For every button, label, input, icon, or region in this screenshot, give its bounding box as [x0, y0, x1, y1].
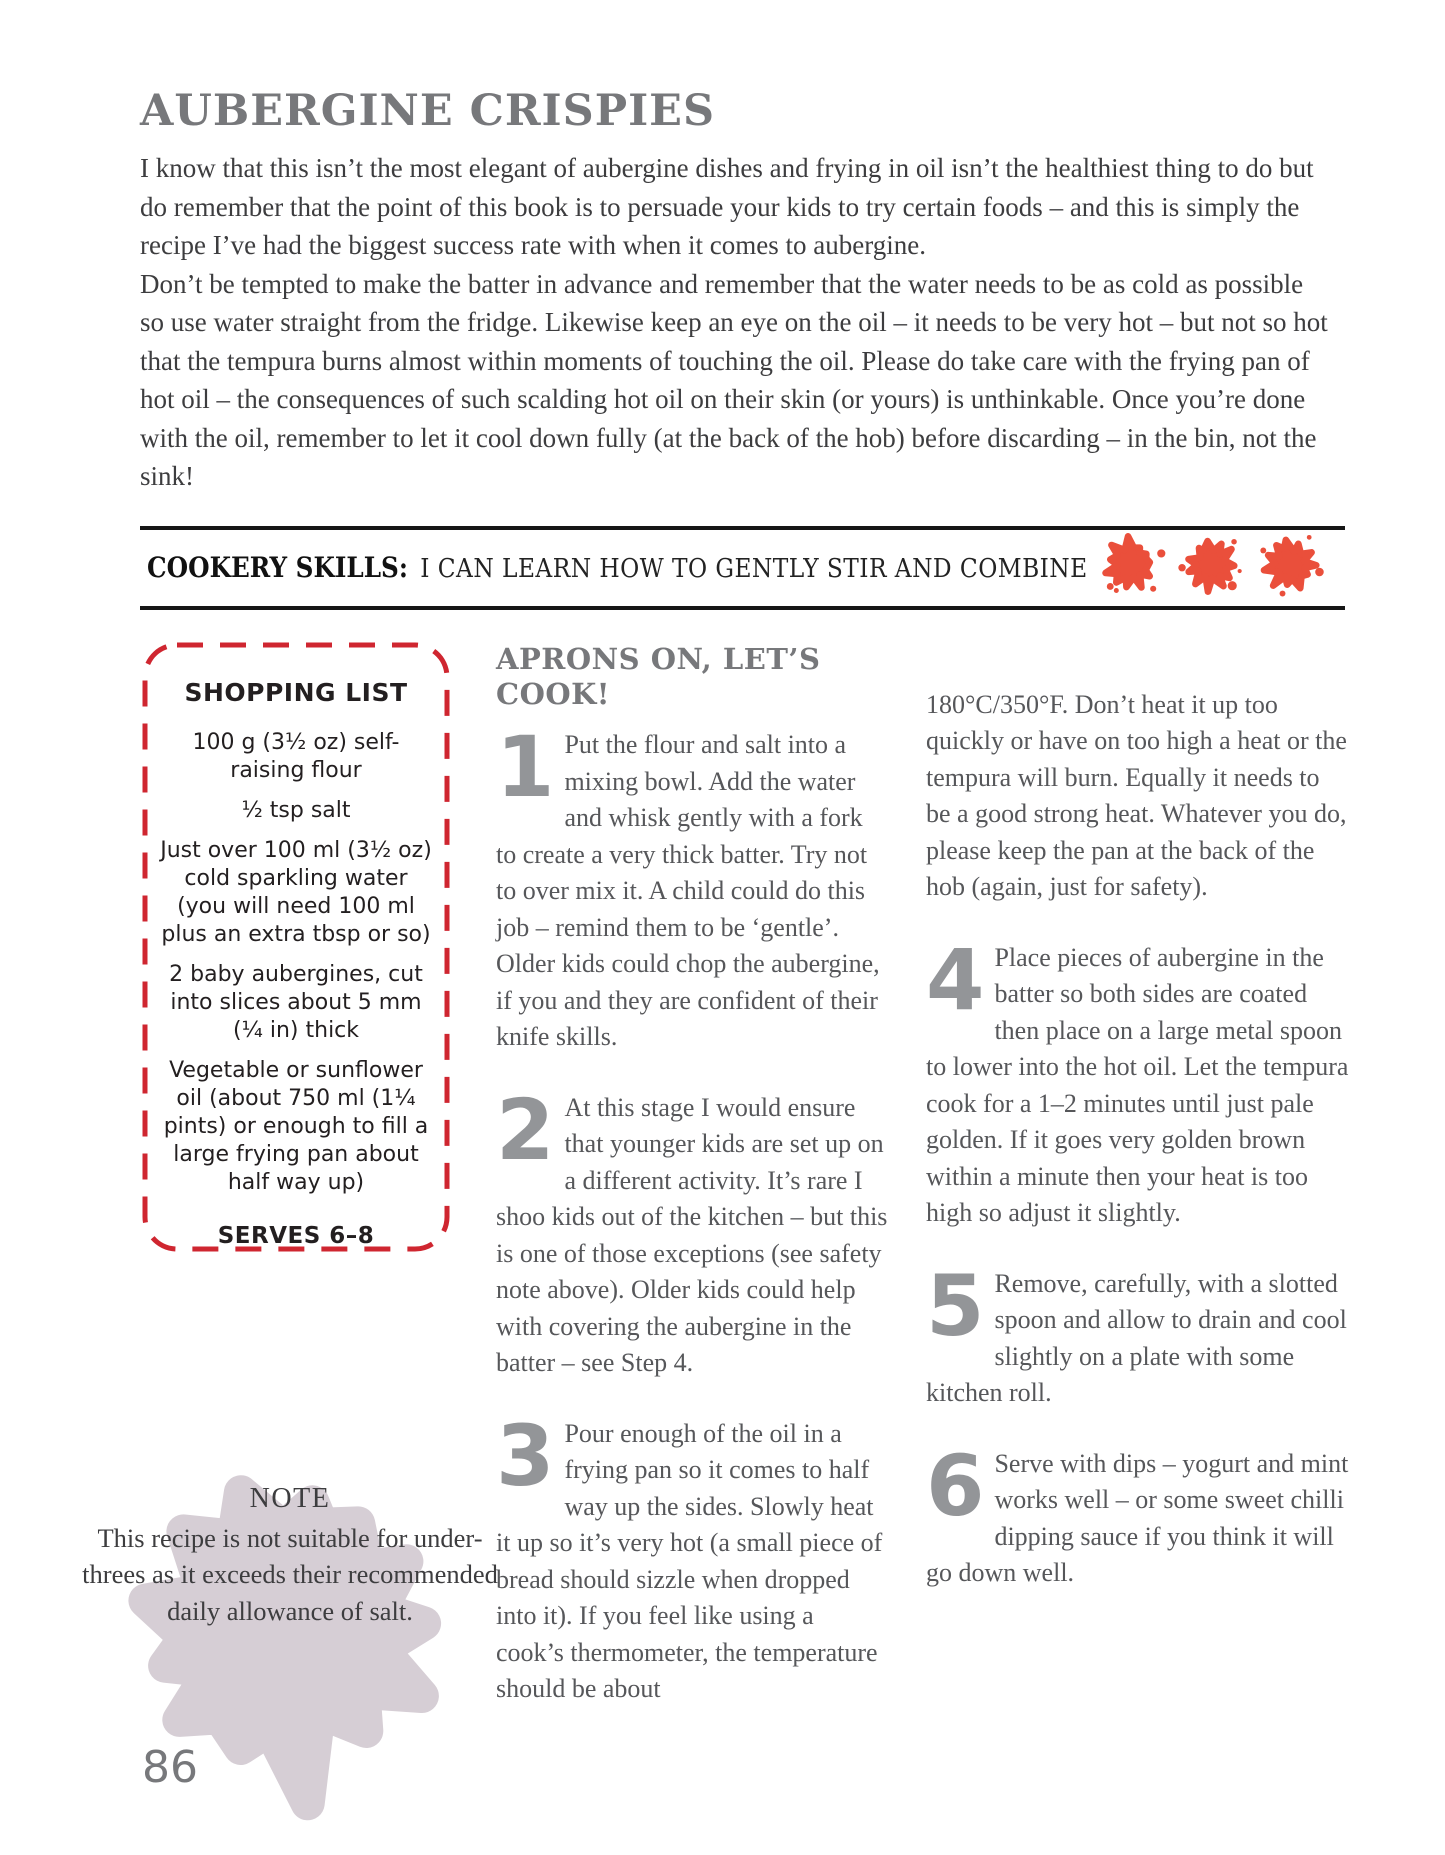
- intro-paragraph-1: I know that this isn’t the most elegant of aubergine dishes and frying in oil isn’t the healthiest thing to do but do remember that the point of this book is to persuade your kids to try certain foods – and this is simply the recipe I’ve had the biggest success rate with when it comes to aubergine.: [140, 153, 1314, 261]
- splat-icon: [1171, 518, 1251, 614]
- step-5-text: Remove, carefully, with a slotted spoon and allow to drain and cool slightly on a plate with some kitchen roll.: [926, 1268, 1347, 1408]
- step-3-number: 3: [496, 1406, 555, 1505]
- serves-label: SERVES 6–8: [217, 1222, 375, 1249]
- step-1-text: Put the flour and salt into a mixing bowl. Add the water and whisk gently with a fork to create a very thick batter. Try not to over mix it. A child could do this job – remind them to be ‘gentle’. Older kids could chop the aubergine, if you and they are confident of their knife skills.: [496, 730, 880, 1052]
- intro-paragraph-2: Don’t be tempted to make the batter in advance and remember that the water needs to be as cold as possible so use water straight from the fridge. Likewise keep an eye on the oil – it needs to be very hot – but not so hot that the tempura burns almost within moments of touching the oil. Please do take care with the frying pan of hot oil – the consequences of such scalding hot oil on their skin (or yours) is unthinkable. Once you’re done with the oil, remember to let it cool down fully (at the back of the hob) before discarding – in the bin, not the sink!: [140, 268, 1328, 492]
- step-4-text: Place pieces of aubergine in the batter so both sides are coated then place on a large metal spoon to lower into the hot oil. Let the tempura cook for a 1–2 minutes until just pale golden. If it goes very golden brown within a minute then your heat is too high so adjust it slightly.: [926, 942, 1349, 1228]
- cookery-skills-label: COOKERY SKILLS:: [147, 551, 408, 585]
- method-column-1: [496, 640, 888, 1742]
- cookery-skills-value: I CAN LEARN HOW TO GENTLY STIR AND COMBINE: [420, 553, 1088, 585]
- note-title: NOTE: [249, 1483, 331, 1514]
- step-1-number: 1: [496, 718, 555, 817]
- step-3: [496, 1406, 888, 1708]
- shopping-list-item: ½ tsp salt: [241, 797, 351, 823]
- step-6: [926, 1436, 1350, 1592]
- step-4-number: 4: [926, 930, 985, 1029]
- step-3-continuation: 180°C/350°F. Don’t heat it up too quickly or have on too high a heat or the tempura will burn. Equally it needs to be a good strong heat. Whatever you do, please keep the pan at the back of the hob (again, just for safety).: [926, 689, 1347, 902]
- shopping-list-item: 2 baby aubergines, cut into slices about 5 mm (¼ in) thick: [169, 961, 423, 1043]
- step-6-number: 6: [926, 1436, 985, 1535]
- cookery-skills-banner: [140, 526, 1345, 610]
- step-2: [496, 1080, 888, 1382]
- splat-icon: [1251, 518, 1331, 614]
- shopping-list-item: Just over 100 ml (3½ oz) cold sparkling water (you will need 100 ml plus an extra tbsp or so): [160, 837, 432, 947]
- step-5: [926, 1256, 1350, 1412]
- cookery-skills-text: [140, 551, 1088, 584]
- splat-icon: [1091, 518, 1171, 614]
- intro-section: [140, 149, 1345, 496]
- recipe-body: [140, 640, 1349, 1742]
- note-body: This recipe is not suitable for under-threes as it exceeds their recommended daily allowance of salt.: [82, 1522, 498, 1626]
- step-5-number: 5: [926, 1256, 985, 1355]
- step-3-text: Pour enough of the oil in a frying pan so it comes to half way up the sides. Slowly heat it up so it’s very hot (a small piece of bread should sizzle when dropped into it). If you feel like using a cook’s thermometer, the temperature should be about: [496, 1418, 883, 1704]
- page-number: 86: [142, 1742, 198, 1793]
- step-4: [926, 930, 1350, 1232]
- step-6-text: Serve with dips – yogurt and mint works well – or some sweet chilli dipping sauce if you think it will go down well.: [926, 1448, 1349, 1588]
- skill-rating-splats: [1091, 518, 1331, 614]
- method-column-2: [926, 640, 1350, 1626]
- step-1: [496, 718, 888, 1056]
- shopping-list-panel: [140, 640, 452, 1254]
- method-heading: APRONS ON, LET’S COOK!: [496, 641, 821, 711]
- shopping-list-item: 100 g (3½ oz) self-raising flour: [192, 729, 400, 783]
- shopping-list-item: Vegetable or sunflower oil (about 750 ml (1¼ pints) or enough to fill a large frying pan about half way up): [163, 1057, 429, 1195]
- shopping-list-title: SHOPPING LIST: [184, 677, 408, 707]
- step-2-number: 2: [496, 1080, 555, 1179]
- page-title: AUBERGINE CRISPIES: [140, 86, 716, 136]
- step-2-text: At this stage I would ensure that younger kids are set up on a different activity. It’s rare I shoo kids out of the kitchen – but this is one of those exceptions (see safety note above). Older kids could help with covering the aubergine in the batter – see Step 4.: [496, 1092, 888, 1378]
